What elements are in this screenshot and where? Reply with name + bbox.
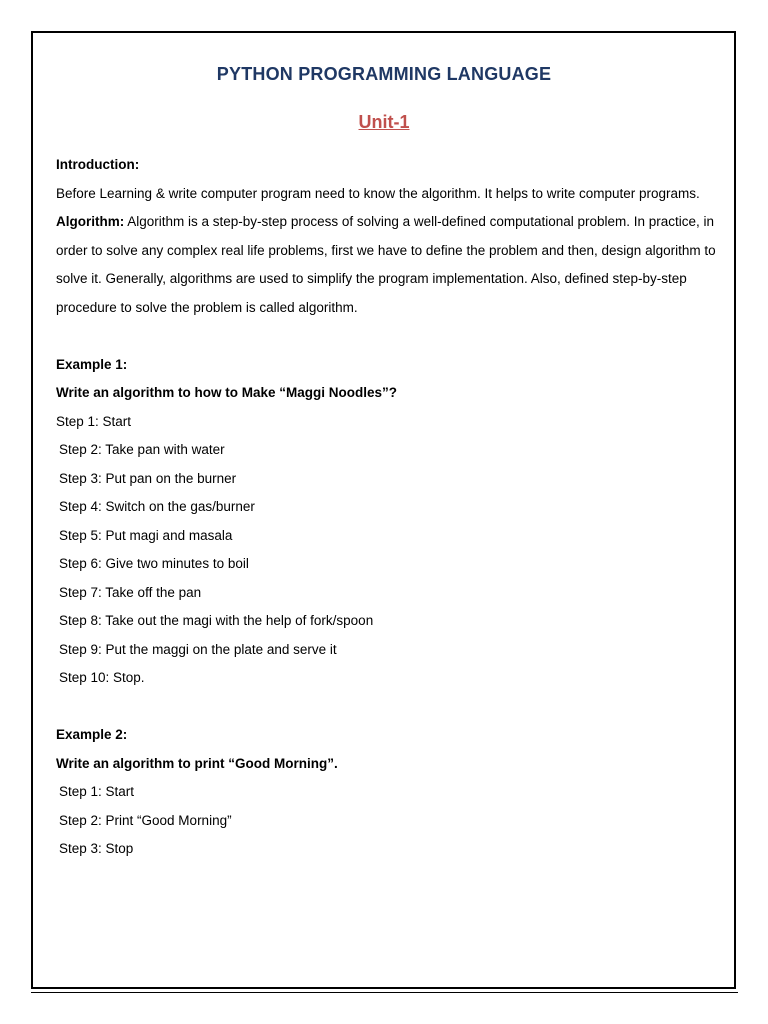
example1-step: Step 6: Give two minutes to boil [59, 556, 249, 571]
example2-step: Step 1: Start [59, 784, 135, 799]
spacer [56, 693, 716, 722]
example2-question: Write an algorithm to print “Good Morning”. [56, 755, 338, 771]
example1-step: Step 7: Take off the pan [59, 584, 202, 600]
example1-step: Step 3: Put pan on the burner [59, 470, 237, 486]
example1-step: Step 1: Start [56, 413, 132, 429]
example2-heading: Example 2: [56, 727, 128, 742]
example1-step: Step 10: Stop. [59, 670, 145, 685]
spacer [56, 322, 716, 351]
example1-step: Step 4: Switch on the gas/burner [59, 499, 255, 514]
example1-heading: Example 1: [56, 356, 128, 372]
document-body [56, 151, 716, 864]
intro-heading: Introduction: [56, 157, 140, 172]
example2-step: Step 3: Stop [59, 841, 134, 856]
unit-heading: Unit-1 [358, 112, 410, 132]
example1-step: Step 8: Take out the magi with the help of fork/spoon [59, 613, 374, 628]
document-title: PYTHON PROGRAMMING LANGUAGE [216, 64, 552, 84]
example2-step: Step 2: Print “Good Morning” [59, 812, 232, 828]
algorithm-paragraph [56, 208, 716, 322]
page-bottom-rule [31, 992, 738, 993]
algorithm-text: Algorithm is a step-by-step process of solving a well-defined computational problem. In practice, in order to solve any complex real life problems, first we have to define the problem and then, design algorithm to solve it. Generally, algorithms are used to simplify the program implementation. Also, defined step-by-step procedure to solve the problem is called algorithm. [56, 214, 716, 315]
example1-step: Step 5: Put magi and masala [59, 527, 233, 543]
algorithm-label: Algorithm: [56, 214, 125, 229]
example1-step: Step 2: Take pan with water [59, 442, 225, 457]
example1-step: Step 9: Put the maggi on the plate and serve it [59, 641, 337, 657]
example1-question: Write an algorithm to how to Make “Maggi Noodles”? [56, 385, 398, 400]
intro-paragraph: Before Learning & write computer program need to know the algorithm. It helps to write computer programs. [56, 185, 700, 201]
